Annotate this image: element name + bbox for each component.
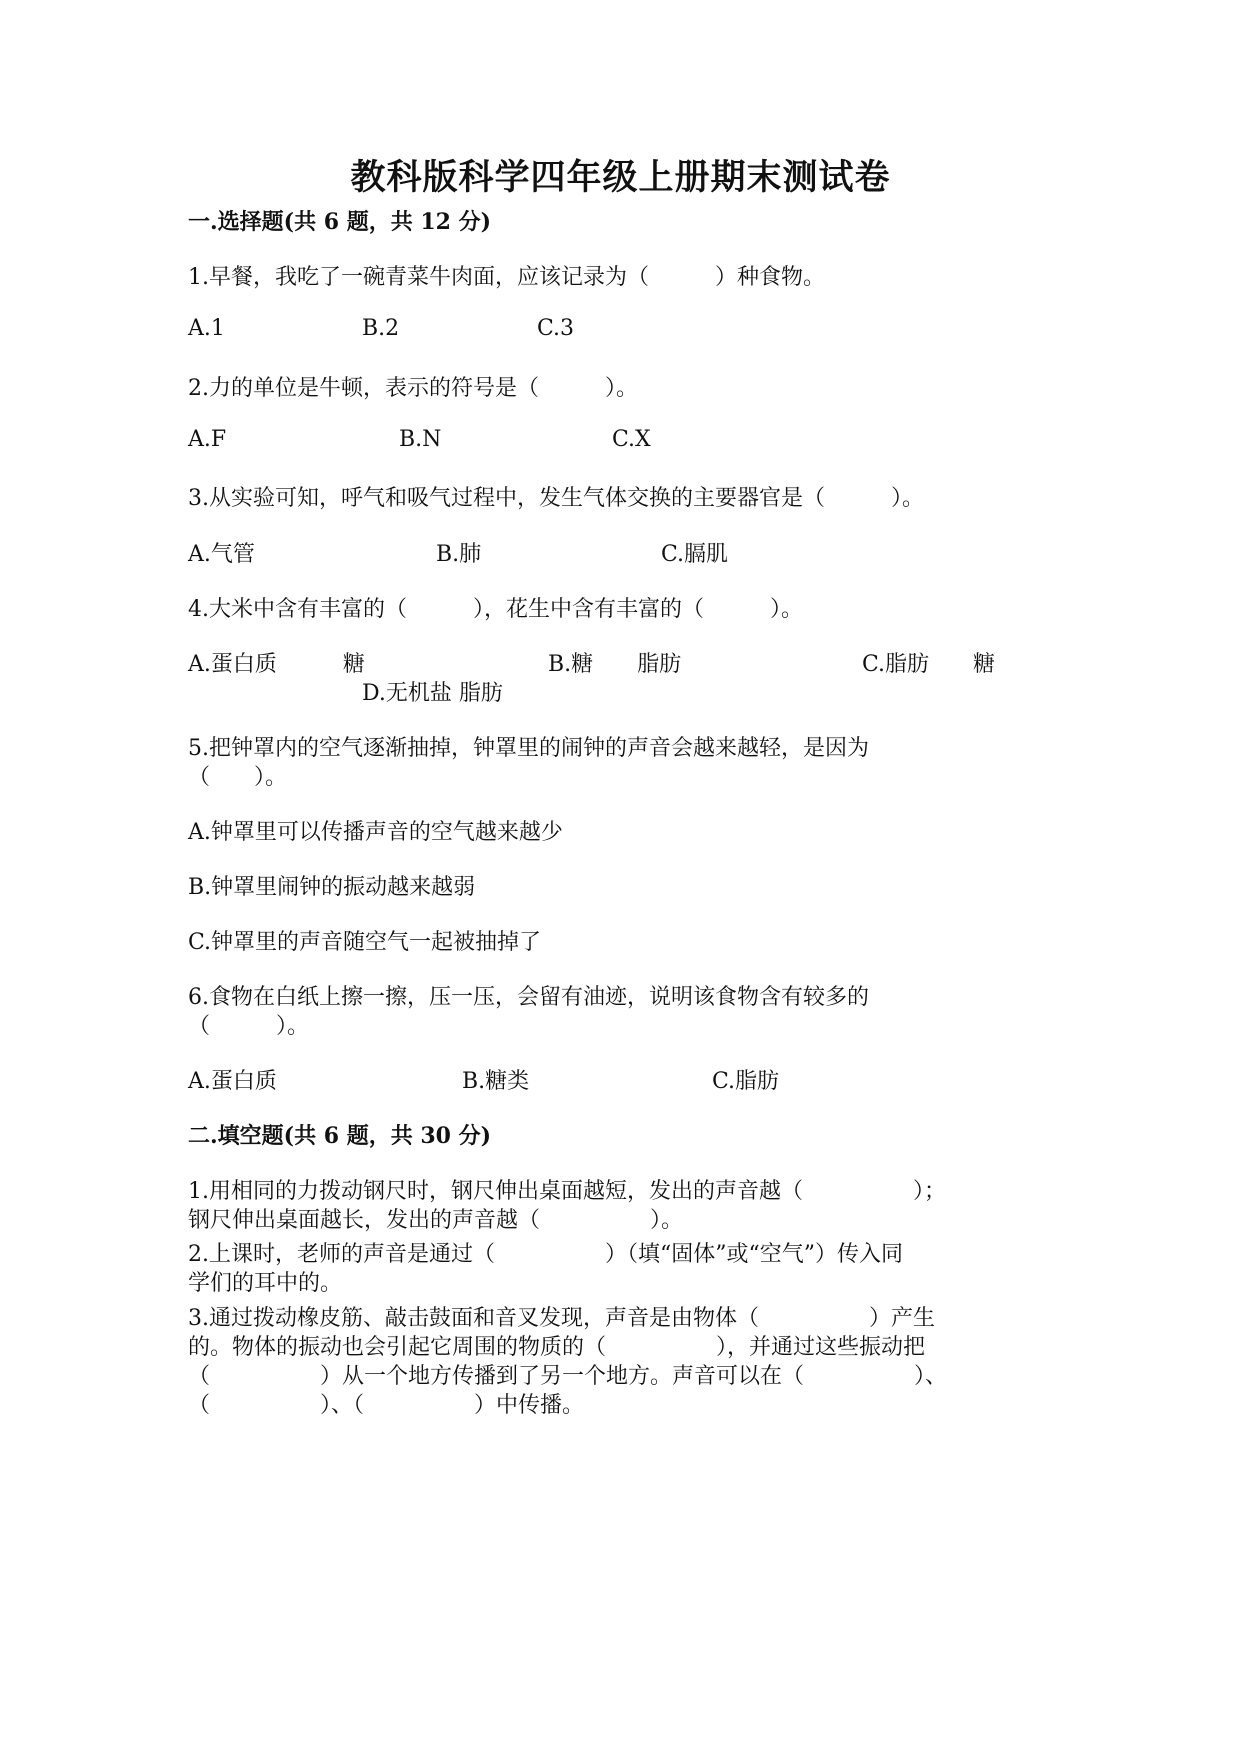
- fill-3-line-3: （ ）从一个地方传播到了另一个地方。声音可以在（ ）、: [188, 1364, 948, 1389]
- question-4-option-c: C.脂肪 糖: [862, 652, 996, 677]
- fill-2-line-1: 2.上课时，老师的声音是通过（ ）（填“固体”或“空气”）传入同: [188, 1242, 903, 1267]
- question-3-option-b: B.肺: [436, 542, 482, 567]
- fill-2-line-2: 学们的耳中的。: [188, 1271, 343, 1296]
- question-3-option-c: C.膈肌: [661, 542, 729, 567]
- question-6-option-c: C.脂肪: [712, 1069, 780, 1094]
- fill-1-line-1: 1.用相同的力拨动钢尺时，钢尺伸出桌面越短，发出的声音越（ ）；: [188, 1179, 946, 1204]
- question-6-stem-line-1: 6.食物在白纸上擦一擦，压一压，会留有油迹，说明该食物含有较多的: [188, 985, 869, 1010]
- question-5-stem-line-1: 5.把钟罩内的空气逐渐抽掉，钟罩里的闹钟的声音会越来越轻，是因为: [188, 736, 869, 761]
- question-2-stem: 2.力的单位是牛顿，表示的符号是（ ）。: [188, 376, 638, 401]
- question-3-option-a: A.气管: [188, 542, 255, 567]
- question-4-stem: 4.大米中含有丰富的（ ），花生中含有丰富的（ ）。: [188, 597, 803, 622]
- question-6-option-a: A.蛋白质: [188, 1069, 277, 1094]
- question-5-stem-line-2: （ ）。: [188, 765, 288, 790]
- question-2-option-c: C.X: [612, 427, 651, 452]
- question-5-option-a: A.钟罩里可以传播声音的空气越来越少: [188, 820, 563, 845]
- question-3-stem: 3.从实验可知，呼气和吸气过程中，发生气体交换的主要器官是（ ）。: [188, 486, 924, 511]
- fill-1-line-2: 钢尺伸出桌面越长，发出的声音越（ ）。: [188, 1208, 684, 1233]
- question-1-option-b: B.2: [362, 316, 400, 341]
- fill-3-line-2: 的。物体的振动也会引起它周围的物质的（ ），并通过这些振动把: [188, 1335, 926, 1360]
- question-2-option-b: B.N: [399, 427, 442, 452]
- question-4-option-d: D.无机盐 脂肪: [362, 681, 503, 706]
- question-6-option-b: B.糖类: [462, 1069, 530, 1094]
- question-6-stem-line-2: （ ）。: [188, 1014, 310, 1039]
- question-4-option-b: B.糖 脂肪: [548, 652, 682, 677]
- question-5-option-c: C.钟罩里的声音随空气一起被抽掉了: [188, 930, 542, 955]
- question-2-option-a: A.F: [188, 427, 227, 452]
- fill-3-line-1: 3.通过拨动橡皮筋、敲击鼓面和音叉发现，声音是由物体（ ）产生: [188, 1306, 935, 1331]
- question-5-option-b: B.钟罩里闹钟的振动越来越弱: [188, 875, 476, 900]
- question-1-stem: 1.早餐，我吃了一碗青菜牛肉面，应该记录为（ ）种食物。: [188, 265, 825, 290]
- question-1-option-a: A.1: [188, 316, 225, 341]
- question-1-option-c: C.3: [537, 316, 575, 341]
- page-title: 教科版科学四年级上册期末测试卷: [350, 157, 891, 198]
- section-heading-fill-in: 二.填空题(共 6 题，共 30 分): [188, 1123, 492, 1149]
- section-heading-choice: 一.选择题(共 6 题，共 12 分): [188, 209, 492, 235]
- fill-3-line-4: （ ）、（ ）中传播。: [188, 1393, 585, 1418]
- question-4-option-a: A.蛋白质 糖: [188, 652, 365, 677]
